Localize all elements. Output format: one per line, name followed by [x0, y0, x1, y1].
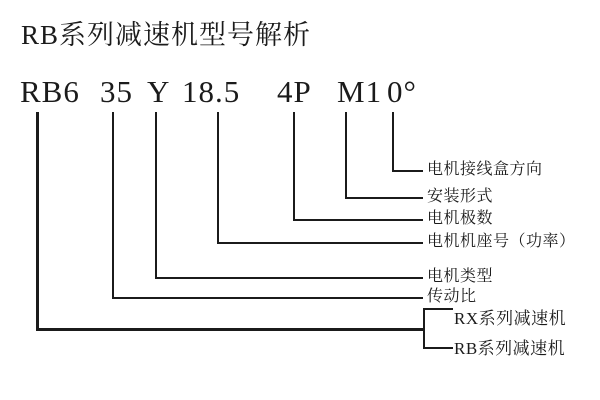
junction-box-connector-hline — [392, 170, 423, 172]
model-segment-motor-type: Y — [147, 74, 171, 109]
label-motor-pole-count: 电机极数 — [427, 210, 494, 227]
ratio-connector-hline — [112, 297, 423, 299]
label-rx-series: RX系列减速机 — [454, 309, 567, 328]
label-motor-type: 电机类型 — [427, 268, 494, 285]
mounting-type-connector-vline — [345, 112, 347, 199]
model-segment-frame-size: 18.5 — [182, 74, 241, 109]
ratio-connector-vline — [112, 112, 114, 299]
series-fork-top-branch — [423, 308, 453, 310]
label-junction-box-direction: 电机接线盒方向 — [427, 161, 543, 178]
series-fork-bottom-branch — [423, 347, 453, 349]
motor-type-connector-hline — [155, 277, 423, 279]
model-segment-box-angle: 0° — [387, 74, 417, 109]
model-segment-series-code: RB6 — [20, 74, 80, 109]
mounting-type-connector-hline — [345, 197, 423, 199]
label-rb-series: RB系列减速机 — [454, 339, 566, 358]
frame-size-connector-vline — [217, 112, 219, 244]
pole-count-connector-hline — [293, 219, 423, 221]
diagram-title: RB系列减速机型号解析 — [21, 20, 312, 50]
label-motor-frame-size-power: 电机机座号（功率） — [427, 233, 576, 250]
series-connector-hline — [36, 328, 425, 331]
model-segment-ratio: 35 — [100, 74, 133, 109]
label-mounting-type: 安装形式 — [427, 188, 494, 205]
frame-size-connector-hline — [217, 242, 423, 244]
model-segment-mounting: M1 — [337, 74, 383, 109]
label-transmission-ratio: 传动比 — [427, 288, 477, 305]
model-segment-poles: 4P — [277, 74, 312, 109]
pole-count-connector-vline — [293, 112, 295, 221]
motor-type-connector-vline — [155, 112, 157, 279]
series-connector-vline — [36, 112, 39, 331]
series-fork-vline — [423, 308, 425, 349]
junction-box-connector-vline — [392, 112, 394, 172]
